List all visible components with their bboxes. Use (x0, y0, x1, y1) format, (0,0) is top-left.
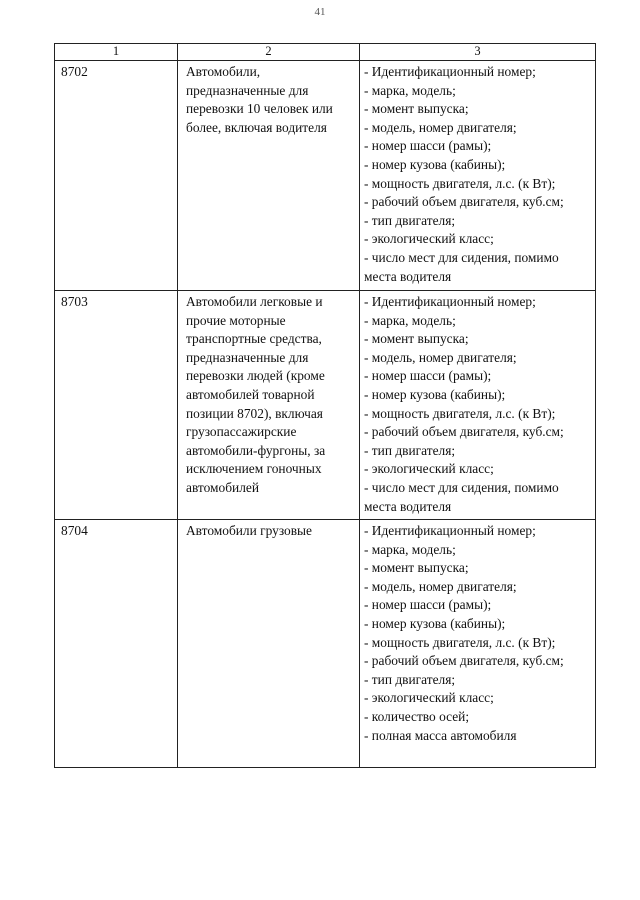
attribute-list-item: - экологический класс; (364, 231, 494, 247)
goods-description-cell: Автомобили легковые и прочие моторные транспортные средства, предназначенные для перевозки людей (кроме автомобилей товарной позиции 8702), включая грузопассажирские автомобили-фургоны, за исключением гоночных автомобилей (178, 291, 360, 520)
attribute-list-item: - модель, номер двигателя; (364, 349, 517, 365)
attribute-list-item: - марка, модель; (364, 312, 456, 328)
attribute-list-item: - тип двигателя; (364, 442, 456, 458)
attribute-list-item: - номер шасси (рамы); (364, 597, 492, 613)
attribute-list-item: - момент выпуска; (364, 331, 469, 347)
attribute-list-item: - число мест для сидения, помимо места водителя (364, 249, 559, 284)
page-number: 41 (314, 6, 326, 18)
column-header-3: 3 (360, 44, 596, 61)
attribute-list-item: - мощность двигателя, л.с. (к Вт); (364, 634, 556, 650)
attribute-list-item: - количество осей; (364, 708, 470, 724)
required-attributes-cell (360, 61, 596, 291)
attribute-list-item: - рабочий объем двигателя, куб.см; (364, 194, 564, 210)
required-attributes-cell (360, 291, 596, 520)
attribute-list (364, 63, 593, 286)
vehicle-attributes-table (54, 43, 596, 768)
table-body (55, 61, 596, 768)
attribute-list-item: - Идентификационный номер; (364, 294, 536, 309)
attribute-list-item: - полная масса автомобиля (364, 727, 517, 743)
attribute-list (364, 293, 593, 516)
table-row (55, 61, 596, 291)
attribute-list-item: - рабочий объем двигателя, куб.см; (364, 424, 564, 440)
hs-code-cell: 8702 (55, 61, 178, 291)
attribute-list-item: - модель, номер двигателя; (364, 578, 517, 594)
column-header-2: 2 (178, 44, 360, 61)
attribute-list-item: - модель, номер двигателя; (364, 119, 517, 135)
attribute-list-item: - номер шасси (рамы); (364, 138, 492, 154)
attribute-list-item: - экологический класс; (364, 461, 494, 477)
hs-code-cell: 8703 (55, 291, 178, 520)
attribute-list-item: - Идентификационный номер; (364, 64, 536, 79)
table-row (55, 291, 596, 520)
attribute-list-item: - марка, модель; (364, 541, 456, 557)
attribute-list (364, 522, 593, 745)
hs-code-cell: 8704 (55, 520, 178, 768)
attribute-list-item: - момент выпуска; (364, 101, 469, 117)
attribute-list-item: - мощность двигателя, л.с. (к Вт); (364, 405, 556, 421)
attribute-list-item: - момент выпуска; (364, 560, 469, 576)
attribute-list-item: - тип двигателя; (364, 671, 456, 687)
attribute-list-item: - число мест для сидения, помимо места водителя (364, 479, 559, 514)
attribute-list-item: - номер кузова (кабины); (364, 156, 506, 172)
goods-description-cell: Автомобили грузовые (178, 520, 360, 768)
attribute-list-item: - марка, модель; (364, 82, 456, 98)
attribute-list-item: - рабочий объем двигателя, куб.см; (364, 653, 564, 669)
attribute-list-item: - номер кузова (кабины); (364, 615, 506, 631)
required-attributes-cell (360, 520, 596, 768)
attribute-list-item: - номер кузова (кабины); (364, 386, 506, 402)
goods-description-cell: Автомобили, предназначенные для перевозки 10 человек или более, включая водителя (178, 61, 360, 291)
attribute-list-item: - экологический класс; (364, 690, 494, 706)
attribute-list-item: - мощность двигателя, л.с. (к Вт); (364, 175, 556, 191)
table-row (55, 520, 596, 768)
attribute-list-item: - тип двигателя; (364, 212, 456, 228)
attribute-list-item: - номер шасси (рамы); (364, 368, 492, 384)
table-header-row (55, 44, 596, 61)
column-header-1: 1 (55, 44, 178, 61)
attribute-list-item: - Идентификационный номер; (364, 523, 536, 538)
